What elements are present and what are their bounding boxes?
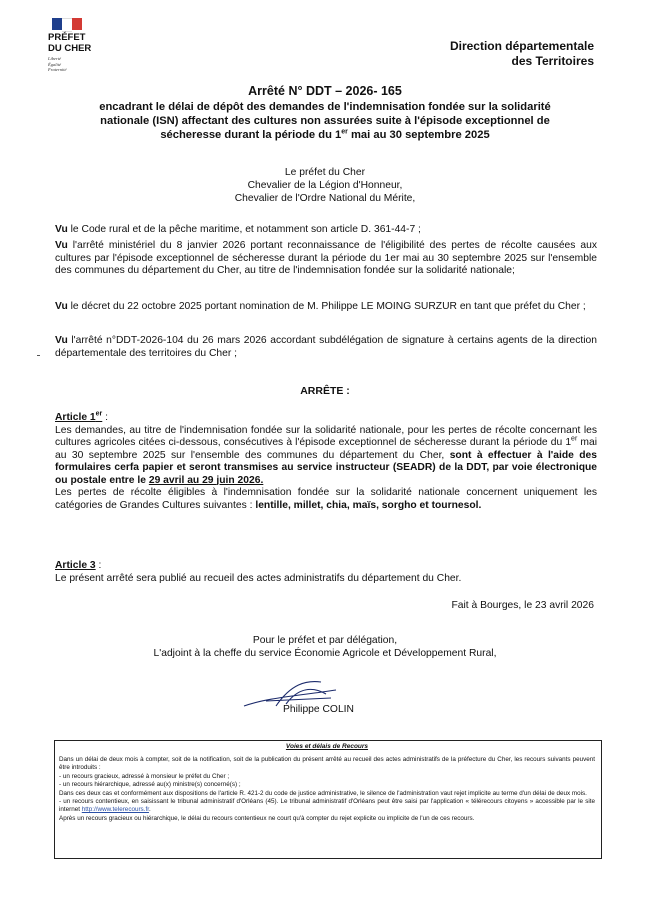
signature-line2: L'adjoint à la cheffe du service Économie Agricole et Développement Rural, <box>153 648 497 659</box>
article-1 <box>55 412 597 512</box>
recours-line4: Dans ces deux cas et conformément aux dispositions de l'article R. 421-2 du code de justice administrative, le silence de l'administration vaut rejet implicite au terme d'un délai de deux mois. <box>59 789 587 797</box>
logo-line2: DU CHER <box>48 42 92 54</box>
prefet-block <box>40 166 610 205</box>
logo-prefet <box>48 33 91 54</box>
logo-line1: PRÉFET <box>48 32 86 43</box>
motto-egalite: Égalité <box>48 61 61 67</box>
recours-text <box>59 756 595 823</box>
recours-line2: - un recours gracieux, adressé à monsieur le préfet du Cher ; <box>59 772 230 780</box>
signature-line1: Pour le préfet et par délégation, <box>252 635 398 646</box>
article-3-title: Article 3 : <box>55 560 102 571</box>
visa-1: Vu le Code rural et de la pêche maritime, et notamment son article D. 361-44-7 ; <box>55 224 421 235</box>
recours-line6: Après un recours gracieux ou hiérarchique, le délai du recours contentieux ne court qu'à compter du rejet explicite ou implicite de l'un de ces recours. <box>59 814 475 822</box>
arrete-subject <box>40 100 610 142</box>
article-1-p2: Les pertes de récolte éligibles à l'indemnisation fondée sur la solidarité nationale concernent uniquement les catégories de Grandes Cultures suivantes : lentille, millet, chia, maïs, sorgho et tournesol. <box>55 487 597 511</box>
recours-line3: - un recours hiérarchique, adressé au(x) ministre(s) concerné(s) ; <box>59 781 241 789</box>
motto-liberte: Liberté <box>48 56 61 61</box>
subject-line2: nationale (ISN) affectant des cultures non assurées suite à l'épisode exceptionnel de <box>100 115 550 127</box>
fait-a: Fait à Bourges, le 23 avril 2026 <box>451 600 594 611</box>
subject-line3: sécheresse durant la période du 1er mai au 30 septembre 2025 <box>160 128 490 141</box>
arrete-number: Arrêté N° DDT – 2026- 165 <box>248 84 402 98</box>
visa-3: Vu le décret du 22 octobre 2025 portant nomination de M. Philippe LE MOING SURZUR en tant que préfet du Cher ; <box>55 301 586 312</box>
visa-4: Vu l'arrêté n°DDT-2026-104 du 26 mars 2026 accordant subdélégation de signature à certains agents de la direction départementale des territoires du Cher ; <box>55 335 597 359</box>
logo-motto <box>48 56 67 73</box>
signatory-name: Philippe COLIN <box>283 704 354 715</box>
direction-header <box>450 39 594 69</box>
prefet-line3: Chevalier de l'Ordre National du Mérite, <box>234 193 416 204</box>
direction-line2: des Territoires <box>511 54 594 68</box>
prefet-line1: Le préfet du Cher <box>284 167 366 178</box>
recours-line5: - un recours contentieux, en saisissant le tribunal administratif d'Orléans (45). Le tribunal administratif d'Orléans peut être saisi par l'application « télérecours citoyens » accessible par le site internet http://www.telerecours.fr. <box>59 798 595 814</box>
recours-line1: Dans un délai de deux mois à compter, soit de la notification, soit de la publication du présent arrêté au recueil des actes administratifs de la préfecture du Cher, les recours suivants peuvent être introduits : <box>59 756 595 772</box>
article-1-p1: Les demandes, au titre de l'indemnisation fondée sur la solidarité nationale, pour les pertes de récolte concernant les cultures agricoles citées ci-dessous, consécutives à l'épisode exceptionnel de sécheresse durant la période du 1er mai au 30 septembre 2025 sur l'ensemble des communes du département du Cher, sont à effectuer à l'aide des formulaires cerfa papier et seront transmises au service instructeur (SEADR) de la DDT, par voie électronique ou postale entre le 29 avril au 29 juin 2026. <box>55 424 597 486</box>
telerecours-link[interactable]: http://www.telerecours.fr <box>81 806 149 814</box>
prefet-line2: Chevalier de la Légion d'Honneur, <box>247 180 403 191</box>
article-3-text: Le présent arrêté sera publié au recueil des actes administratifs du département du Cher. <box>55 572 462 584</box>
subject-line1: encadrant le délai de dépôt des demandes de l'indemnisation fondée sur la solidarité <box>99 101 551 113</box>
marianne-flag-icon <box>52 18 82 30</box>
recours-title: Voies et délais de Recours <box>285 743 369 750</box>
motto-fraternite: Fraternité <box>48 67 67 72</box>
visa-2: Vu l'arrêté ministériel du 8 janvier 2026 portant reconnaissance de l'éligibilité des pertes de récolte causées aux cultures par l'épisode exceptionnel de sécheresse durant la période du 1er mai au 30 septembre 2025 sur l'ensemble des communes du département du Cher, au titre de l'indemnisation fondée sur la solidarité nationale; <box>55 240 597 276</box>
article-3 <box>55 560 597 585</box>
arrete-label: ARRÊTE : <box>300 385 350 397</box>
article-1-title: Article 1er : <box>55 410 108 423</box>
direction-line1: Direction départementale <box>449 39 594 53</box>
stray-mark <box>37 355 40 356</box>
signature-block <box>40 634 610 660</box>
